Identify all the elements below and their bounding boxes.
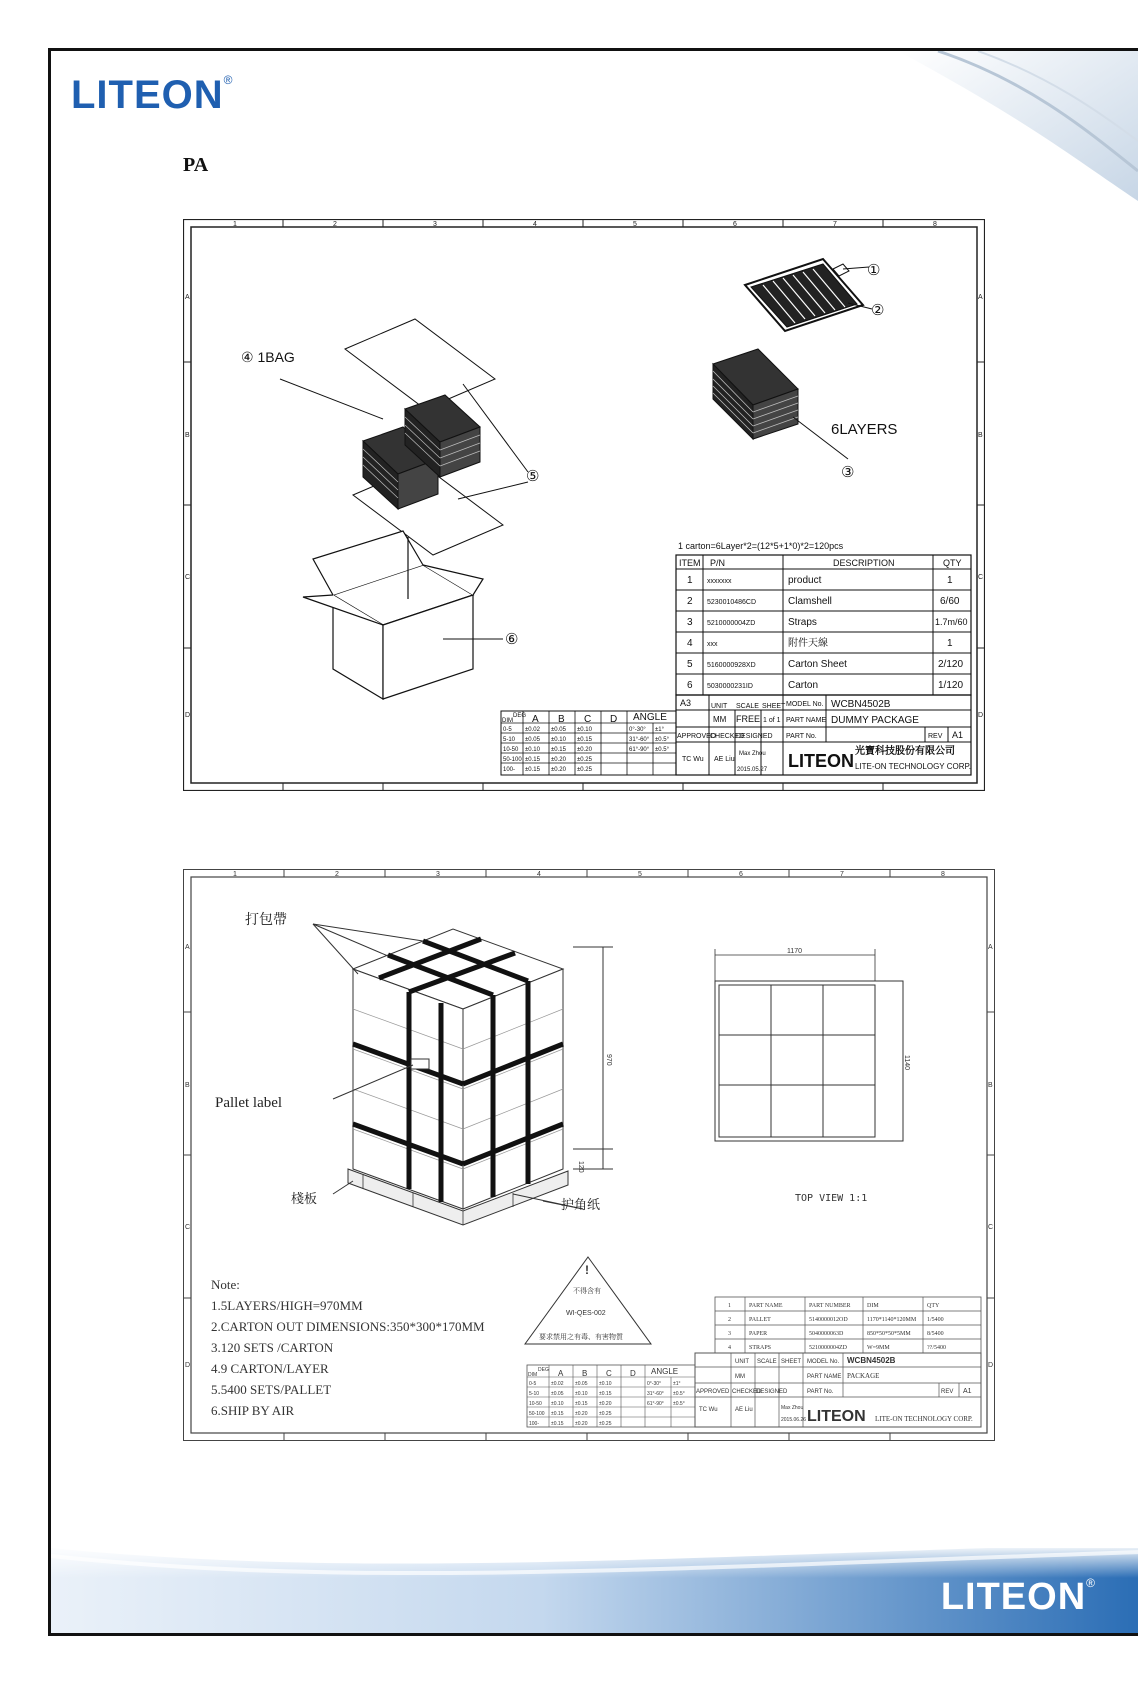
part-number: PART NUMBER [809,1303,851,1309]
note-title: Note: [211,1277,240,1292]
tol-cell: ±0.15 [577,737,592,743]
tol-cell: ±0.05 [525,737,540,743]
col-number: 1 [233,221,237,228]
part-qty: ??/5400 [927,1345,946,1351]
col-number: 3 [436,871,440,878]
tol-cell: ±0.15 [525,767,540,773]
checked-by: AE Liu [714,756,735,763]
bag-label: ④ 1BAG [241,349,295,365]
part-number: 5210000004ZD [809,1345,847,1351]
header-swoosh-decoration [878,51,1138,201]
angle-range: 31°-60° [629,737,650,743]
bom-desc: Carton Sheet [788,659,847,670]
bom-pn: 5160000928XD [707,662,756,669]
tol-cell: 10-50 [529,1401,542,1407]
tol-dim: DIM [528,1372,538,1378]
note-line: 1.5LAYERS/HIGH=970MM [211,1298,363,1313]
angle-tol: ±0.5° [655,747,670,753]
tol-cell: 100- [503,767,516,773]
tol-cell: 0-5 [503,727,512,733]
bom-pn: xxxxxxx [707,578,732,585]
part-qty: QTY [927,1303,940,1309]
col-number: 7 [840,871,844,878]
row-letter: C [978,574,984,581]
rev-header: REV [941,1389,954,1395]
tol-col-c: C [584,714,592,725]
scale-header: SCALE [736,703,759,710]
base-dimension: 120 [577,1161,584,1173]
col-number: 6 [733,221,737,228]
model-number: WCBN4502B [831,699,891,710]
row-letter: D [185,712,191,719]
bom-desc: Straps [788,617,817,628]
carton-formula: 1 carton=6Layer*2=(12*5+1*0)*2=120pcs [678,541,844,551]
unit-header: UNIT [735,1359,749,1365]
angle-tol: ±1° [673,1381,681,1387]
designed-by: Max Zhou [781,1405,804,1411]
bom-desc: 附件天線 [788,638,828,649]
col-number: 3 [433,221,437,228]
note-line: 3.120 SETS /CARTON [211,1340,334,1355]
approved-header: APPROVED [677,733,716,740]
registered-mark: ® [223,73,234,87]
approved-header: APPROVED [696,1389,730,1395]
page-frame [48,48,1138,1636]
exclamation-icon: ! [585,1263,589,1277]
tol-col-a: A [532,714,539,725]
board-label: 棧板 [291,1191,318,1206]
col-number: 2 [335,871,339,878]
tol-cell: ±0.10 [575,1391,588,1397]
width-dimension: 1170 [787,948,803,955]
tol-cell: ±0.25 [599,1421,612,1427]
designed-header: DESIGNED [756,1389,788,1395]
tol-col-d: D [630,1369,636,1378]
tol-cell: ±0.15 [525,757,540,763]
angle-range: 61°-90° [647,1401,664,1407]
row-letter: B [185,432,190,439]
tol-deg: DEG [513,713,527,719]
company-name-cn: 光寶科技股份有限公司 [855,746,955,757]
bom-pn: 5030000231ID [707,683,753,690]
design-date: 2015.05.27 [737,767,768,773]
row-letter: D [988,1362,994,1369]
bom-desc: Clamshell [788,596,832,607]
model-header: MODEL No. [786,701,824,708]
part-dim: DIM [867,1303,879,1309]
bom-item: 6 [687,680,693,691]
tol-cell: ±0.10 [551,1401,564,1407]
tol-cell: 50-100 [503,757,522,763]
part-qty: 8/5400 [927,1331,944,1337]
part-dim: 1170*1140*120MM [867,1317,917,1323]
strap-label: 打包帶 [245,913,287,928]
tol-col-b: B [582,1369,588,1378]
height-dimension: 970 [605,1054,612,1066]
tol-cell: 5-10 [529,1391,540,1397]
row-letter: A [988,944,993,951]
tol-cell: ±0.05 [551,727,566,733]
tol-angle: ANGLE [651,1367,679,1376]
partname-header: PART NAME [786,717,827,724]
part-name: PART NAME [749,1303,783,1309]
rev-value: A1 [963,1388,972,1395]
col-number: 8 [941,871,945,878]
tol-cell: 0-5 [529,1381,537,1387]
part-item: 4 [728,1345,731,1351]
tol-cell: ±0.05 [575,1381,588,1387]
row-letter: C [185,574,191,581]
corner-paper-label: 护角纸 [561,1197,601,1212]
tol-cell: ±0.20 [577,747,592,753]
tol-angle: ANGLE [633,712,667,723]
col-number: 4 [537,871,541,878]
angle-range: 0°-30° [629,727,646,733]
callout-3: ③ [841,464,855,481]
col-number: 8 [933,221,937,228]
bom-header-item: ITEM [679,558,701,568]
part-dim: 850*50*50*5MM [867,1331,911,1337]
part-name: STRAPS [749,1345,772,1351]
tol-deg: DEG [538,1367,549,1373]
bom-qty: 2/120 [938,659,964,670]
tol-cell: ±0.02 [551,1381,564,1387]
unit-header: UNIT [711,703,728,710]
tol-cell: ±0.15 [575,1401,588,1407]
tol-cell: ±0.20 [575,1411,588,1417]
bom-header-qty: QTY [943,558,962,568]
checked-by: AE Liu [735,1407,753,1413]
bom-item: 1 [687,575,693,586]
bom-qty: 1.7m/60 [935,617,968,627]
part-dim: W=9MM [867,1345,890,1351]
bom-item: 3 [687,617,693,628]
part-name: PAPER [749,1331,768,1337]
angle-range: 0°-30° [647,1381,662,1387]
unit-value: MM [713,715,727,724]
liteon-title-logo: LITEON [788,751,854,771]
bom-item: 4 [687,638,693,649]
tol-cell: ±0.20 [575,1421,588,1427]
bom-qty: 1 [947,575,953,586]
bom-desc: Carton [788,680,819,691]
tol-cell: ±0.10 [525,747,540,753]
part-item: 3 [728,1331,731,1337]
tol-cell: 5-10 [503,737,516,743]
six-layers-label: 6LAYERS [831,421,898,438]
row-letter: D [978,712,984,719]
col-number: 1 [233,871,237,878]
row-letter: B [185,1082,190,1089]
part-name: PACKAGE [847,1372,880,1380]
callout-1: ① [867,262,881,279]
row-letter: B [978,432,983,439]
tol-cell: ±0.20 [599,1401,612,1407]
model-number: WCBN4502B [847,1356,896,1365]
logo-text: LITEON [71,73,224,117]
tol-cell: ±0.20 [551,767,566,773]
col-number: 4 [533,221,537,228]
tol-col-d: D [610,714,618,725]
bom-header-desc: DESCRIPTION [833,558,895,568]
bom-qty: 1/120 [938,680,964,691]
designed-header: DESIGNED [736,733,773,740]
tol-cell: 50-100 [529,1411,545,1417]
design-date: 2015.06.26 [781,1417,807,1423]
note-line: 6.SHIP BY AIR [211,1403,295,1418]
tol-col-c: C [606,1369,612,1378]
note-line: 2.CARTON OUT DIMENSIONS:350*300*170MM [211,1319,485,1334]
tol-dim: DIM [502,718,513,724]
part-qty: 1/5400 [927,1317,944,1323]
row-letter: B [988,1082,993,1089]
col-number: 6 [739,871,743,878]
row-letter: C [185,1224,191,1231]
row-letter: A [185,944,190,951]
depth-dimension: 1140 [903,1055,910,1071]
top-view-label: TOP VIEW 1:1 [795,1193,868,1204]
approved-by: TC Wu [682,756,704,763]
warning-line-2: WI-QES-002 [566,1310,606,1317]
partno-header: PART No. [807,1389,834,1395]
rev-value: A1 [952,730,964,740]
designed-by: Max Zhou [739,751,766,757]
col-number: 7 [833,221,837,228]
bom-qty: 1 [947,638,953,649]
col-number: 2 [333,221,337,228]
sheet-header: SHEET [781,1359,802,1365]
sheet-header: SHEET [762,703,786,710]
tol-col-a: A [558,1369,564,1378]
scale-value: FREE [736,714,761,724]
bom-item: 5 [687,659,693,670]
row-letter: A [978,294,983,301]
liteon-logo-bottom [941,1576,1096,1619]
tol-cell: ±0.15 [551,1421,564,1427]
part-number: 5140000012OD [809,1317,848,1323]
angle-range: 31°-60° [647,1391,664,1397]
col-number: 5 [633,221,637,228]
partname-header: PART NAME [807,1374,842,1380]
tol-cell: ±0.15 [551,747,566,753]
bom-qty: 6/60 [940,596,960,607]
tol-cell: ±0.10 [577,727,592,733]
bom-item: 2 [687,596,693,607]
sheet-value: 1 of 1 [763,717,781,724]
approved-by: TC Wu [699,1407,718,1413]
angle-tol: ±0.5° [673,1401,685,1407]
tol-cell: ±0.25 [599,1411,612,1417]
warning-line-1: 不得含有 [573,1288,601,1295]
row-letter: D [185,1362,191,1369]
bom-desc: product [788,575,822,586]
tol-cell: ±0.10 [551,737,566,743]
tol-cell: 10-50 [503,747,519,753]
registered-mark: ® [1086,1576,1096,1590]
angle-range: 61°-90° [629,747,650,753]
tol-cell: ±0.15 [599,1391,612,1397]
angle-tol: ±1° [655,727,665,733]
note-line: 5.5400 SETS/PALLET [211,1382,332,1397]
logo-text: LITEON [940,1576,1087,1618]
callout-2: ② [871,302,885,319]
tol-cell: ±0.15 [551,1411,564,1417]
partno-header: PART No. [786,733,817,740]
warning-line-3: 要求禁用之有毒、有害物質 [539,1334,623,1341]
checked-header: CHECKED [732,1389,762,1395]
tol-cell: ±0.05 [551,1391,564,1397]
tol-cell: ±0.10 [599,1381,612,1387]
pallet-label-callout: Pallet label [215,1095,283,1111]
scale-header: SCALE [757,1359,777,1365]
unit-value: MM [735,1374,745,1380]
tol-col-b: B [558,714,565,725]
callout-5: ⑤ [526,468,540,485]
part-number: 5040000063D [809,1331,844,1337]
sheet-size: A3 [680,698,692,708]
model-header: MODEL No. [807,1359,840,1365]
dummy-package-drawing [183,219,985,791]
part-name: DUMMY PACKAGE [831,715,919,726]
tol-cell: ±0.25 [577,767,592,773]
tol-cell: ±0.02 [525,727,540,733]
pallet-package-drawing [183,869,995,1441]
note-line: 4.9 CARTON/LAYER [211,1361,329,1376]
row-letter: C [988,1224,994,1231]
col-number: 5 [638,871,642,878]
bom-header-pn: P/N [710,558,726,568]
angle-tol: ±0.5° [673,1391,685,1397]
company-name-en: LITE-ON TECHNOLOGY CORP. [875,1415,973,1423]
rev-header: REV [928,733,943,740]
bom-pn: xxx [707,641,718,648]
callout-6: ⑥ [505,631,519,648]
part-item: 1 [728,1303,731,1309]
tol-cell: ±0.20 [551,757,566,763]
bom-pn: 5210000004ZD [707,620,756,627]
row-letter: A [185,294,190,301]
tol-cell: ±0.25 [577,757,592,763]
company-name-en: LITE-ON TECHNOLOGY CORP. [855,762,972,771]
liteon-logo-top [71,73,234,118]
tol-cell: 100- [529,1421,540,1427]
checked-header: CHECKED [710,733,745,740]
liteon-title-logo: LITEON [807,1408,866,1425]
section-heading: PA [183,154,209,176]
bom-pn: 5230010486CD [707,599,757,606]
angle-tol: ±0.5° [655,737,670,743]
part-name: PALLET [749,1317,771,1323]
part-item: 2 [728,1317,731,1323]
